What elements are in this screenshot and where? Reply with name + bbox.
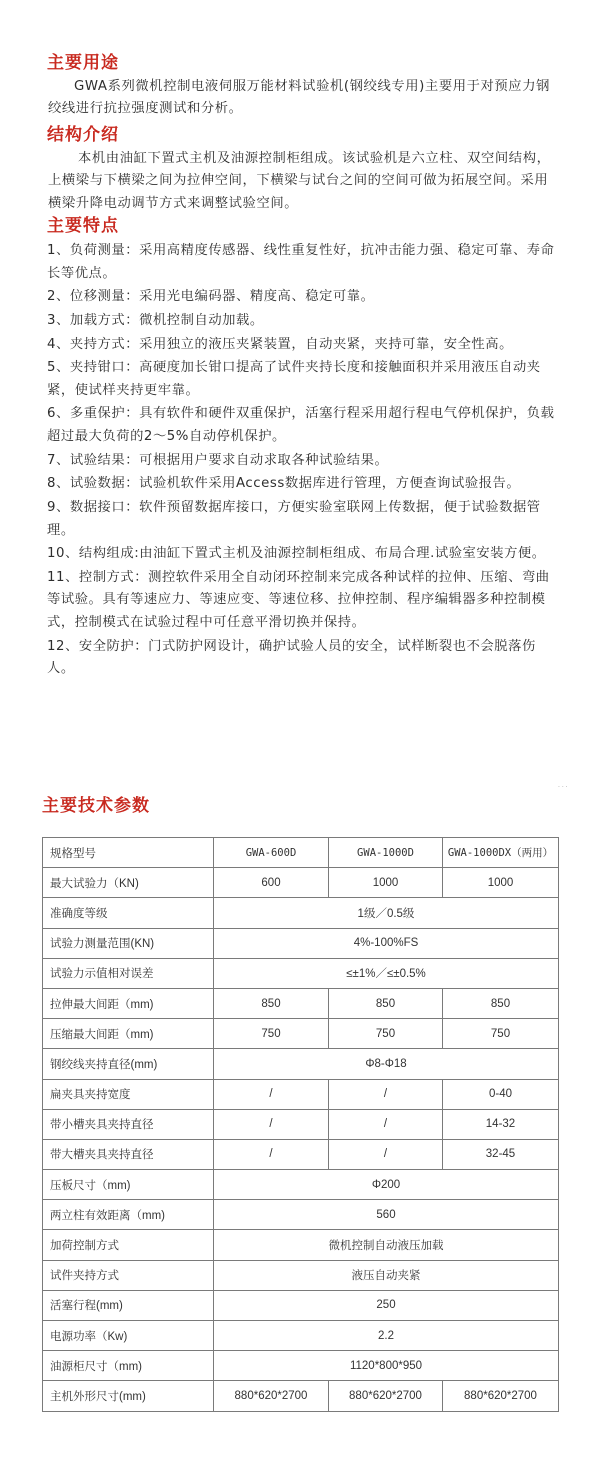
feature-item: 9、数据接口：软件预留数据库接口，方便实验室联网上传数据，便于试验数据管理。 [47,500,541,538]
spec-value: 2.2 [214,1321,559,1351]
spec-label: 钢绞线夹持直径(mm) [43,1049,214,1079]
specs-table [42,837,559,1412]
feature-item: 6、多重保护：具有软件和硬件双重保护，活塞行程采用超行程电气停机保护，负载超过最大负荷的2～5%自动停机保护。 [47,406,555,444]
feature-item: 10、结构组成:由油缸下置式主机及油源控制柜组成、布局合理.试验室安装方便。 [47,546,546,562]
table-row [43,1049,559,1079]
table-row [43,1200,559,1230]
table-row [43,898,559,928]
table-row [43,1290,559,1320]
table-row [43,1230,559,1260]
spec-value: / [329,1109,443,1139]
feature-item: 2、位移测量：采用光电编码器、精度高、稳定可靠。 [47,289,375,305]
table-row [43,1139,559,1169]
section-title-usage: 主要用途 [47,53,119,73]
table-row [43,988,559,1018]
features-list [47,240,561,682]
spec-label: 电源功率（Kw) [43,1321,214,1351]
spec-value: 850 [329,988,443,1018]
feature-item: 12、安全防护：门式防护网设计，确护试验人员的安全，试样断裂也不会脱落伤人。 [47,638,536,677]
model-cell: GWA-1000D [329,838,443,868]
table-row [43,1321,559,1351]
spec-label: 试验力测量范围(KN) [43,928,214,958]
spec-value: 880*620*2700 [329,1381,443,1411]
spec-value: 1000 [329,868,443,898]
spec-value: 14-32 [443,1109,559,1139]
spec-value: 1120*800*950 [214,1351,559,1381]
spec-label: 活塞行程(mm) [43,1290,214,1320]
feature-item: 7、试验结果：可根据用户要求自动求取各种试验结果。 [47,452,389,468]
spec-value: ≤±1%／≤±0.5% [214,958,559,988]
spec-label: 油源柜尺寸（mm) [43,1351,214,1381]
spec-value: 880*620*2700 [214,1381,329,1411]
structure-paragraph: 本机由油缸下置式主机及油源控制柜组成。该试验机是六立柱、双空间结构，上横梁与下横梁之间为拉伸空间，下横梁与试台之间的空间可做为拓展空间。采用横梁升降电动调节方式来调整试验空间。 [48,151,551,211]
spec-label: 带小槽夹具夹持直径 [43,1109,214,1139]
section-title-specs: 主要技术参数 [42,796,150,816]
spec-value: 850 [443,988,559,1018]
usage-paragraph: GWA系列微机控制电液伺服万能材料试验机(钢绞线专用)主要用于对预应力钢绞线进行抗拉强度测试和分析。 [48,79,550,117]
spec-value: 750 [443,1019,559,1049]
spec-value: 4%-100%FS [214,928,559,958]
spec-value: 560 [214,1200,559,1230]
spec-value: 液压自动夹紧 [214,1260,559,1290]
spec-label: 两立柱有效距离（mm) [43,1200,214,1230]
table-row [43,838,559,868]
section-title-features: 主要特点 [47,216,119,236]
spec-value: Φ8-Φ18 [214,1049,559,1079]
table-row [43,1079,559,1109]
spec-value: 880*620*2700 [443,1381,559,1411]
table-row [43,958,559,988]
spec-label: 主机外形尺寸(mm) [43,1381,214,1411]
spec-value: / [329,1079,443,1109]
table-row [43,1170,559,1200]
spec-value: 1000 [443,868,559,898]
table-row [43,1019,559,1049]
table-row [43,1381,559,1411]
spec-value: 750 [214,1019,329,1049]
model-cell: GWA-1000DX（两用） [443,838,559,868]
feature-item: 5、夹持钳口：高硬度加长钳口提高了试件夹持长度和接触面积并采用液压自动夹紧，使试样夹持更牢靠。 [47,360,541,398]
spec-value: / [214,1139,329,1169]
table-row [43,928,559,958]
spec-value: 600 [214,868,329,898]
spec-value: 32-45 [443,1139,559,1169]
spec-value: 850 [214,988,329,1018]
spec-label: 压缩最大间距（mm) [43,1019,214,1049]
decorative-mark: · · · [558,784,568,791]
feature-item: 11、控制方式：测控软件采用全自动闭环控制来完成各种试样的拉伸、压缩、弯曲等试验。具有等速应力、等速应变、等速位移、拉伸控制、程序编辑器多种控制模式，控制模式在试验过程中可任意平滑切换并保持。 [47,569,550,630]
spec-label: 试件夹持方式 [43,1260,214,1290]
table-row [43,1351,559,1381]
spec-label: 最大试验力（KN) [43,868,214,898]
table-row [43,1260,559,1290]
spec-label: 规格型号 [43,838,214,868]
feature-item: 8、试验数据：试验机软件采用Access数据库进行管理，方便查询试验报告。 [47,476,521,492]
spec-value: 1级／0.5级 [214,898,559,928]
spec-value: Φ200 [214,1170,559,1200]
feature-item: 4、夹持方式：采用独立的液压夹紧装置，自动夹紧，夹持可靠，安全性高。 [47,336,513,352]
spec-value: / [214,1079,329,1109]
model-cell: GWA-600D [214,838,329,868]
spec-label: 准确度等级 [43,898,214,928]
spec-value: 250 [214,1290,559,1320]
spec-label: 拉伸最大间距（mm) [43,988,214,1018]
spec-label: 扁夹具夹持宽度 [43,1079,214,1109]
spec-value: / [329,1139,443,1169]
spec-value: 微机控制自动液压加载 [214,1230,559,1260]
spec-value: 0-40 [443,1079,559,1109]
table-row [43,868,559,898]
feature-item: 1、负荷测量：采用高精度传感器、线性重复性好，抗冲击能力强、稳定可靠、寿命长等优点。 [47,243,555,281]
spec-label: 压板尺寸（mm) [43,1170,214,1200]
table-row [43,1109,559,1139]
section-title-structure: 结构介绍 [47,125,119,145]
spec-label: 试验力示值相对误差 [43,958,214,988]
spec-value: 750 [329,1019,443,1049]
spec-value: / [214,1109,329,1139]
feature-item: 3、加载方式：微机控制自动加载。 [47,312,264,328]
spec-label: 带大槽夹具夹持直径 [43,1139,214,1169]
spec-label: 加荷控制方式 [43,1230,214,1260]
